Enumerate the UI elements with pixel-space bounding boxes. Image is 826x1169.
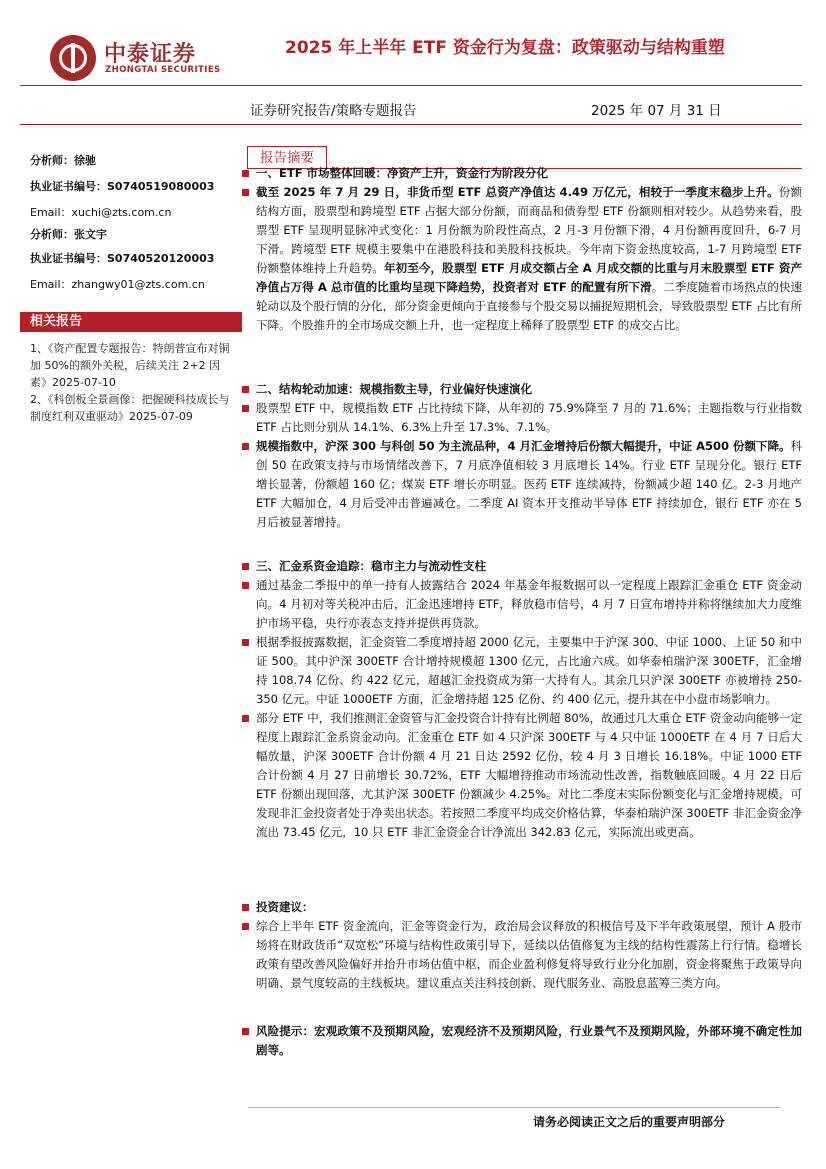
report-title: 2025 年上半年 ETF 资金行为复盘：政策驱动与结构重塑: [285, 38, 725, 58]
section-2-para-2: 科创 50 在政策支持与市场情绪改善下，7 月底净值相较 3 月底增长 14%。行业 ETF 呈现分化。银行 ETF 增长显著，份额超 160 亿；煤炭 ETF 增长亦明显。医药 ETF 连续减持，份额减少超 140 亿。2-3 月地产 ETF 大幅加仓，4 月后受冲击普遍减仓。二季度 AI 资本开支推动半导体 ETF 持续加仓，银行 ETF 亦在 5 月后被显著增持。: [256, 439, 802, 529]
section-3-para-3: 部分 ETF 中，我们推测汇金资管与汇金投资合计持有比例超 80%，故通过几大重仓 ETF 资金动向能够一定程度上跟踪汇金系资金动向。汇金重仓 ETF 如 4 只沪深 300ETF 与 4 只中证 1000ETF 在 4 月 7 日后大幅放量，沪深 300ETF 合计份额 4 月 21 日达 2592 亿份，较 4 月 3 日增长 16.18%。中证 1000 ETF 合计份额 4 月 27 日前增长 30.72%，ETF 大幅增持推动市场流动性改善，指数触底回暖。4 月 22 日后 ETF 份额出现回落，尤其沪深 300ETF 份额减少 4.25%。对比二季度末实际份额变化与汇金增持规模，可发现非汇金投资者处于净卖出状态。若按照二季度平均成交价格估算，华泰柏瑞沪深 300ETF 非汇金资金净流出 73.45 亿元，10 只 ETF 非汇金资金合计净流出 342.83 亿元，实际流出或更高。: [256, 711, 802, 839]
section-1-text-2: 。二季度随着市场热点的快速轮动以及个股行情的分化，部分资金更倾向于直接参与个股交易以捕捉短期机会，导致股票型 ETF 占比有所下降。个股推升的全市场成交额上升，也一定程度上稀释了股票型 ETF 的成交占比。: [256, 280, 803, 332]
section-4-para: 综合上半年 ETF 资金流向，汇金等资金行为，政治局会议释放的积极信号及下半年政策展望，预计 A 股市场将在财政货币“双宽松”环境与结构性政策引导下，延续以估值修复为主线的结构性震荡上行行情。稳增长政策有望改善风险偏好并抬升市场估值中枢，而企业盈利修复将导致行业分化加剧，资金将聚焦于政策导向明确、景气度较高的主线板块。建议重点关注科技创新、现代服务业、高股息蓝筹三类方向。: [256, 919, 802, 990]
footer-disclaimer: 请务必阅读正文之后的重要声明部分: [533, 1115, 726, 1129]
section-2-lead: 规模指数中，沪深 300 与科创 50 为主流品种，4 月汇金增持后份额大幅提升，中证 A500 份额下降。: [256, 439, 791, 453]
report-type: 证券研究报告/策略专题报告: [250, 103, 417, 119]
cert-number: S0740520120003: [107, 252, 215, 265]
section-2-para-1: 股票型 ETF 中，规模指数 ETF 占比持续下降，从年初的 75.9%降至 7 月的 71.6%；主题指数与行业指数 ETF 占比则分别从 14.1%、6.3%上升至 17.3%、7.1%。: [256, 401, 802, 434]
related-reports-list: [30, 340, 235, 425]
related-reports-heading: 相关报告: [20, 312, 242, 332]
analyst-name: 徐驰: [74, 154, 96, 167]
report-date: 2025 年 07 月 31 日: [591, 103, 722, 119]
section-4-heading: 投资建议：: [256, 900, 314, 914]
logo-text-en: ZHONGTAI SECURITIES: [105, 65, 221, 75]
header-divider-2: [20, 124, 802, 125]
email-address[interactable]: zhangwy01@zts.com.cn: [71, 278, 205, 291]
risk-warning: 风险提示：宏观政策不及预期风险，宏观经济不及预期风险，行业景气不及预期风险，外部环境不确定性加剧等。: [256, 1024, 802, 1057]
header-divider: [20, 85, 802, 86]
email-address[interactable]: xuchi@zts.com.cn: [71, 206, 172, 219]
analyst-name: 张文宇: [74, 228, 107, 241]
section-1-text: 份额结构方面，股票型和跨境型 ETF 占据大部分份额，而商品和债券型 ETF 份额则相对较少。从趋势来看，股票型 ETF 呈现明显脉冲式变化：1 月份额为阶段性高点，2 月-3 月份额下滑，4 月份额再度回升，6-7 月下滑。跨境型 ETF 规模主要集中在港股科技和美股科技板块。今年南下资金热度较高，1-7 月跨境型 ETF 份额整体维持上升趋势。: [256, 185, 802, 275]
related-report-link[interactable]: 1、《资产配置专题报告：特朗普宣布对铜加 50%的额外关税，后续关注 2+2 因素》2025-07-10: [30, 342, 230, 389]
logo-text-cn: 中泰证券: [104, 42, 197, 67]
cert-label: 执业证书编号：: [30, 180, 107, 193]
section-3: [256, 557, 802, 842]
section-2-heading: 二、结构轮动加速：规模指数主导，行业偏好快速演化: [256, 382, 532, 396]
section-1-heading: 一、ETF 市场整体回暖：净资产上升，资金行为阶段分化: [256, 166, 549, 180]
email-label: Email：: [30, 278, 72, 291]
cert-label: 执业证书编号：: [30, 252, 107, 265]
risk-section: [256, 1022, 802, 1060]
section-1-highlight: 年初至今，股票型 ETF 月成交额占全 A 月成交额的比重与月末股票型 ETF 资产净值占万得 A 总市值的比重均呈现下降趋势，投资者对 ETF 的配置有所下滑: [256, 261, 803, 294]
section-3-heading: 三、汇金系资金追踪：稳市主力与流动性支柱: [256, 559, 486, 573]
summary-tab: 报告摘要: [247, 146, 327, 169]
section-1: [256, 164, 802, 335]
section-3-para-2: 根据季报披露数据，汇金资管二季度增持超 2000 亿元，主要集中于沪深 300、中证 1000、上证 50 和中证 500。其中沪深 300ETF 合计增持规模超 1300 亿元，占比逾六成。如华泰柏瑞沪深 300ETF，汇金增持 108.74 亿份、约 422 亿元，超越汇金投资成为第一大持有人。其余几只沪深 300ETF 亦被增持 250-350 亿元。中证 1000ETF 方面，汇金增持超 125 亿份、约 400 亿元，提升其在中小盘市场影响力。: [256, 635, 802, 706]
analyst-label: 分析师：: [30, 154, 74, 167]
email-label: Email：: [30, 206, 72, 219]
section-4: [256, 898, 802, 993]
footer-divider: [248, 1107, 780, 1108]
section-1-lead: 截至 2025 年 7 月 29 日，非货币型 ETF 总资产净值达 4.49 万亿元，相较于一季度末稳步上升。: [256, 185, 779, 199]
cert-number: S0740519080003: [107, 180, 215, 193]
company-logo: [50, 35, 220, 81]
related-report-link[interactable]: 2、《科创板全景画像：把握硬科技成长与制度红利双重驱动》2025-07-09: [30, 393, 230, 423]
analyst-label: 分析师：: [30, 228, 74, 241]
section-2: [256, 380, 802, 532]
section-3-para-1: 通过基金二季报中的单一持有人披露结合 2024 年基金年报数据可以一定程度上跟踪汇金重仓 ETF 资金动向。4 月初对等关税冲击后，汇金迅速增持 ETF，释放稳市信号，4 月 7 日宣布增持并称将继续加大力度维护市场平稳，央行亦表态支持并提供再贷款。: [256, 578, 802, 630]
logo-seal-icon: [50, 35, 96, 81]
